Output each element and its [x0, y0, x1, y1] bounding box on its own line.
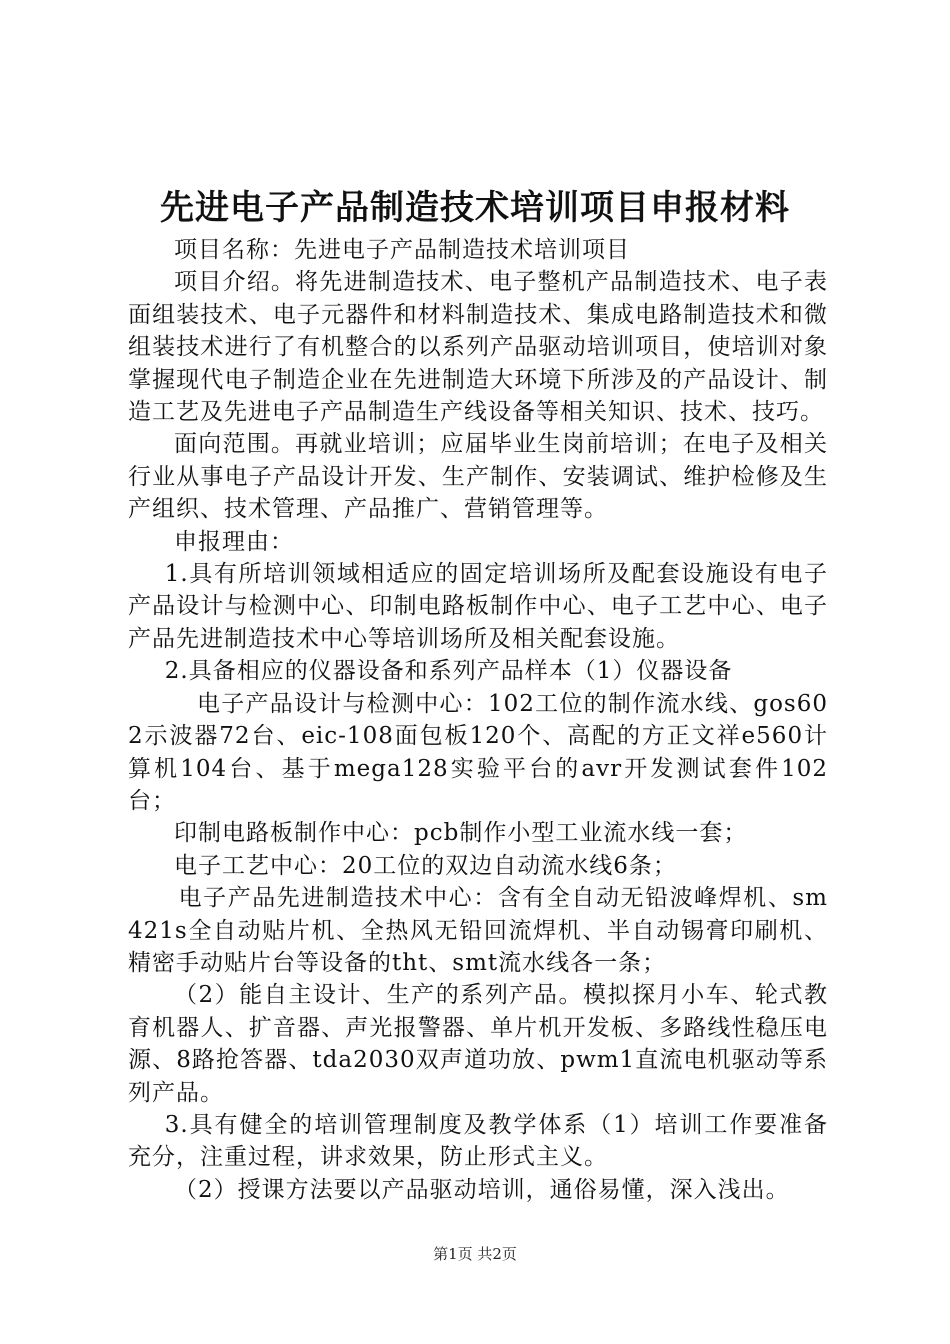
paragraph-scope: 面向范围。再就业培训；应届毕业生岗前培训；在电子及相关行业从事电子产品设计开发、生产制作、安装调试、维护检修及生产组织、技术管理、产品推广、营销管理等。	[128, 431, 828, 523]
document-body	[128, 234, 828, 1206]
paragraph-design-center: 电子产品设计与检测中心：102工位的制作流水线、gos602示波器72台、eic-108面包板120个、高配的方正文祥e560计算机104台、基于mega128实验平台的avr开发测试套件102台；	[128, 690, 828, 814]
paragraph-project-intro: 项目介绍。将先进制造技术、电子整机产品制造技术、电子表面组装技术、电子元器件和材料制造技术、集成电路制造技术和微组装技术进行了有机整合的以系列产品驱动培训项目，使培训对象掌握现代电子制造企业在先进制造大环境下所涉及的产品设计、制造工艺及先进电子产品制造生产线设备等相关知识、技术、技巧。	[128, 269, 828, 426]
paragraph-advanced-center: 电子产品先进制造技术中心：含有全自动无铅波峰焊机、sm421s全自动贴片机、全热风无铅回流焊机、半自动锡膏印刷机、精密手动贴片台等设备的tht、smt流水线各一条；	[128, 885, 828, 976]
paragraph-teaching-method: （2）授课方法要以产品驱动培训，通俗易懂，深入浅出。	[174, 1176, 790, 1203]
paragraph-reasons-heading: 申报理由：	[174, 528, 294, 555]
paragraph-reason-1: 1.具有所培训领域相适应的固定培训场所及配套设施设有电子产品设计与检测中心、印制电路板制作中心、电子工艺中心、电子产品先进制造技术中心等培训场所及相关配套设施。	[128, 561, 828, 652]
paragraph-process-center: 电子工艺中心：20工位的双边自动流水线6条；	[174, 852, 677, 879]
paragraph-products: （2）能自主设计、生产的系列产品。模拟探月小车、轮式教育机器人、扩音器、声光报警器、单片机开发板、多路线性稳压电源、8路抢答器、tda2030双声道功放、pwm1直流电机驱动等系列产品。	[128, 982, 828, 1106]
paragraph-project-name: 项目名称：先进电子产品制造技术培训项目	[174, 237, 630, 263]
paragraph-pcb-center: 印制电路板制作中心：pcb制作小型工业流水线一套；	[174, 820, 748, 847]
paragraph-reason-3: 3.具有健全的培训管理制度及教学体系（1）培训工作要准备充分，注重过程，讲求效果，防止形式主义。	[128, 1111, 828, 1171]
document-title: 先进电子产品制造技术培训项目申报材料	[160, 188, 790, 228]
page-footer: 第1页 共2页	[433, 1245, 517, 1263]
paragraph-reason-2: 2.具备相应的仪器设备和系列产品样本（1）仪器设备	[164, 658, 733, 685]
